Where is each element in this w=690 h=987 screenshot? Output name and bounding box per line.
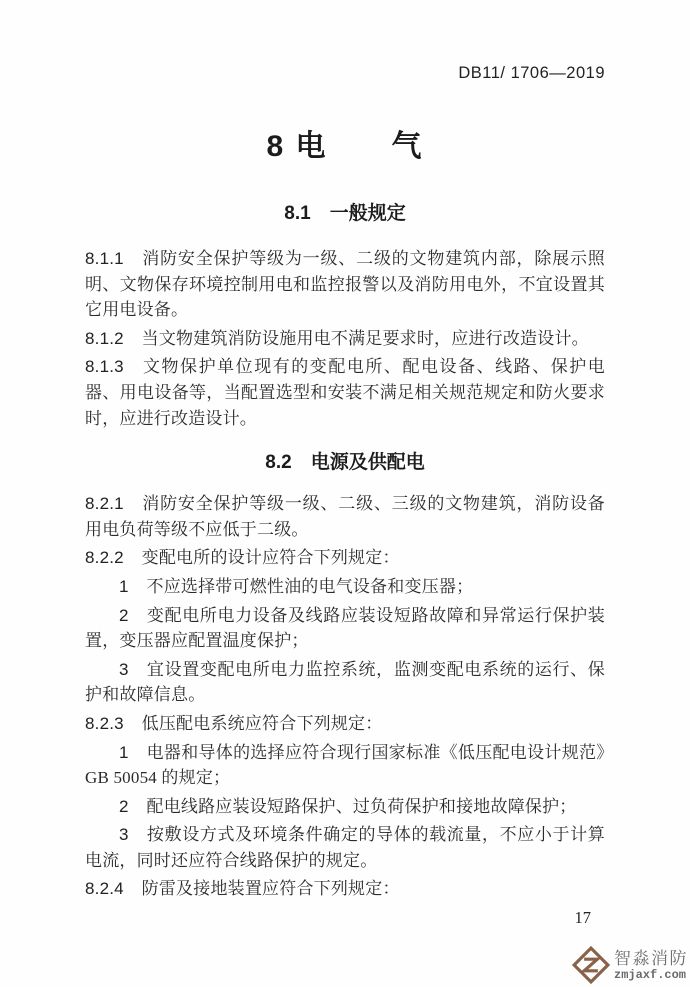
list-item-number: 2: [119, 796, 129, 816]
clause-text: 消防安全保护等级为一级、二级的文物建筑内部，除展示照明、文物保存环境控制用电和监控报警以及消防用电外，不宜设置其它用电设备。: [85, 249, 605, 320]
clause-text: 防雷及接地装置应符合下列规定：: [141, 879, 400, 899]
list-item: [85, 822, 605, 873]
clause-paragraph: [85, 711, 605, 737]
clause-number: 8.1.1: [85, 249, 124, 268]
list-item-number: 1: [119, 742, 129, 762]
list-item-text: 配电线路应装设短路保护、过负荷保护和接地故障保护；: [146, 796, 577, 816]
list-item-text: 变配电所电力设备及线路应装设短路故障和异常运行保护装置，变压器应配置温度保护；: [85, 605, 605, 651]
list-item-number: 3: [119, 659, 129, 679]
list-item-text: 电器和导体的选择应符合现行国家标准《低压配电设计规范》GB 50054 的规定；: [85, 742, 605, 788]
clause-text: 文物保护单位现有的变配电所、配电设备、线路、保护电器、用电设备等，当配置选型和安装不满足相关规范规定和防火要求时，应进行改造设计。: [85, 357, 605, 428]
list-item: [85, 657, 605, 708]
document-body: [85, 198, 605, 902]
list-item-number: 2: [119, 605, 129, 625]
clause-number: 8.2.4: [85, 879, 124, 899]
zhimiao-diamond-logo-icon: [572, 946, 610, 984]
clause-paragraph: [85, 326, 605, 352]
list-item-number: 3: [119, 825, 129, 845]
page-number: 17: [574, 908, 591, 928]
clause-paragraph: [85, 491, 605, 542]
list-item-text: 宜设置变配电所电力监控系统，监测变配电系统的运行、保护和故障信息。: [85, 659, 605, 705]
section-heading: 8.1 一般规定: [284, 203, 406, 224]
clause-paragraph: [85, 876, 605, 902]
watermark-site-url: zmjaxf.com: [614, 967, 687, 982]
clause-text: 消防安全保护等级一级、二级、三级的文物建筑，消防设备用电负荷等级不应低于二级。: [85, 494, 605, 539]
list-item-text: 按敷设方式及环境条件确定的导体的载流量，不应小于计算电流，同时还应符合线路保护的规定。: [85, 825, 605, 870]
standard-code-header: DB11/ 1706—2019: [458, 64, 605, 82]
clause-number: 8.1.3: [85, 357, 124, 377]
watermark-logo: [572, 946, 688, 984]
list-item: [85, 794, 605, 820]
clause-paragraph: [85, 354, 605, 431]
watermark-text-block: [614, 950, 688, 981]
list-item-text: 不应选择带可燃性油的电气设备和变压器；: [146, 576, 474, 596]
watermark-brand-name: 智淼消防: [614, 948, 688, 968]
clause-text: 当文物建筑消防设施用电不满足要求时，应进行改造设计。: [141, 328, 589, 348]
clause-text: 变配电所的设计应符合下列规定：: [141, 548, 400, 568]
clause-number: 8.1.2: [85, 328, 124, 348]
section-heading: 8.2 电源及供配电: [265, 452, 425, 474]
clause-paragraph: [85, 246, 605, 323]
list-item: [85, 574, 605, 600]
clause-number: 8.2.1: [85, 494, 124, 514]
clause-number: 8.2.3: [85, 713, 124, 733]
list-item: [85, 603, 605, 654]
clause-text: 低压配电系统应符合下列规定：: [141, 713, 383, 733]
list-item: [85, 740, 605, 791]
clause-number: 8.2.2: [85, 548, 124, 568]
clause-paragraph: [85, 545, 605, 571]
chapter-title: 8 电 气: [266, 130, 424, 163]
list-item-number: 1: [119, 576, 129, 596]
